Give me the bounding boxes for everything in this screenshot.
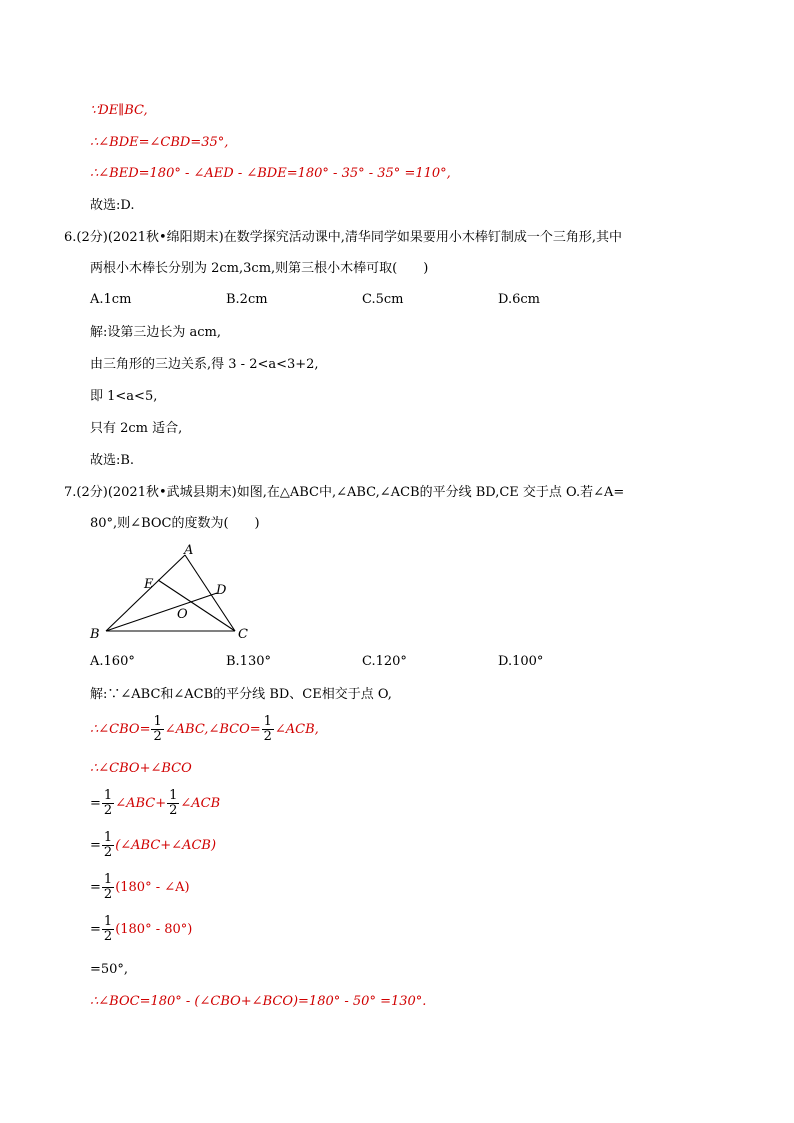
prev-solution-line-2: ∴∠BDE=∠CBD=35°, xyxy=(90,135,229,150)
q7-solution-line-5: = $\frac{1}{2}$ (∠ABC+∠ACB) xyxy=(90,829,217,860)
q7-solution-line-8: =50°, xyxy=(90,962,129,977)
fraction-half: $\frac{1}{2}$ xyxy=(153,713,162,744)
q7-triangle-figure xyxy=(84,540,264,645)
q7-solution-line-6: = $\frac{1}{2}$ (180° - ∠A) xyxy=(90,871,190,902)
q7-stem-line-2: 80°,则∠BOC的度数为( ) xyxy=(90,516,260,531)
side-ac xyxy=(185,555,235,631)
fraction-half: $\frac{1}{2}$ xyxy=(103,913,113,944)
q6-option-a: A.1cm xyxy=(90,292,132,307)
q7-solution-line-1: 解:∵∠ABC和∠ACB的平分线 BD、CE相交于点 O, xyxy=(90,687,392,702)
q6-solution-line-4: 只有 2cm 适合, xyxy=(90,421,183,436)
q6-option-b: B.2cm xyxy=(226,292,268,307)
q7-solution-line-2: ∴∠CBO= $\frac{1}{2}$ ∠ABC,∠BCO= $\frac{1}{2}$ ∠ACB, xyxy=(90,713,319,744)
q7-solution-line-9: ∴∠BOC=180° - (∠CBO+∠BCO)=180° - 50° =130°. xyxy=(90,994,427,1009)
fraction-half: $\frac{1}{2}$ xyxy=(169,787,178,818)
prev-solution-line-1: ∵DE∥BC, xyxy=(90,103,148,118)
q7-solution-line-7: = $\frac{1}{2}$ (180° - 80°) xyxy=(90,913,193,944)
q6-option-c: C.5cm xyxy=(362,292,404,307)
q6-answer: 故选:B. xyxy=(90,453,135,468)
q7-solution-line-3: ∴∠CBO+∠BCO xyxy=(90,761,192,776)
label-b: B xyxy=(90,627,100,642)
prev-answer-text: 故选:D. xyxy=(90,198,135,213)
prev-answer xyxy=(90,196,134,216)
fraction-half: $\frac{1}{2}$ xyxy=(263,713,272,744)
fraction-half: $\frac{1}{2}$ xyxy=(103,787,113,818)
q6-solution-line-2: 由三角形的三边关系,得 3 - 2<a<3+2, xyxy=(90,357,319,372)
q7-option-d: D.100° xyxy=(498,654,544,669)
q7-solution-line-4: = $\frac{1}{2}$ ∠ABC+ $\frac{1}{2}$ ∠ACB xyxy=(90,787,221,818)
q6-solution-line-1: 解:设第三边长为 acm, xyxy=(90,325,222,340)
prev-solution-line-3: ∴∠BED=180° - ∠AED - ∠BDE=180° - 35° - 35° =110°, xyxy=(90,166,451,181)
fraction-half: $\frac{1}{2}$ xyxy=(103,829,113,860)
side-ab xyxy=(106,555,185,631)
label-e: E xyxy=(144,577,154,592)
q6-option-d: D.6cm xyxy=(498,292,540,307)
label-d: D xyxy=(216,583,227,598)
q7-option-c: C.120° xyxy=(362,654,407,669)
q7-option-b: B.130° xyxy=(226,654,271,669)
label-c: C xyxy=(238,627,248,642)
label-o: O xyxy=(177,607,188,622)
fraction-half: $\frac{1}{2}$ xyxy=(103,871,113,902)
label-a: A xyxy=(184,543,194,558)
q6-stem-line-2: 两根小木棒长分别为 2cm,3cm,则第三根小木棒可取( ) xyxy=(90,261,429,276)
q6-stem-line-1: 6.(2分)(2021秋•绵阳期末)在数学探究活动课中,清华同学如果要用小木棒钉制成一个三角形,其中 xyxy=(64,230,622,245)
q6-solution-line-3: 即 1<a<5, xyxy=(90,389,158,404)
q7-option-a: A.160° xyxy=(90,654,135,669)
q7-stem-line-1: 7.(2分)(2021秋•武城县期末)如图,在△ABC中,∠ABC,∠ACB的平分线 BD,CE 交于点 O.若∠A= xyxy=(64,485,625,500)
bisector-bd xyxy=(106,593,217,631)
